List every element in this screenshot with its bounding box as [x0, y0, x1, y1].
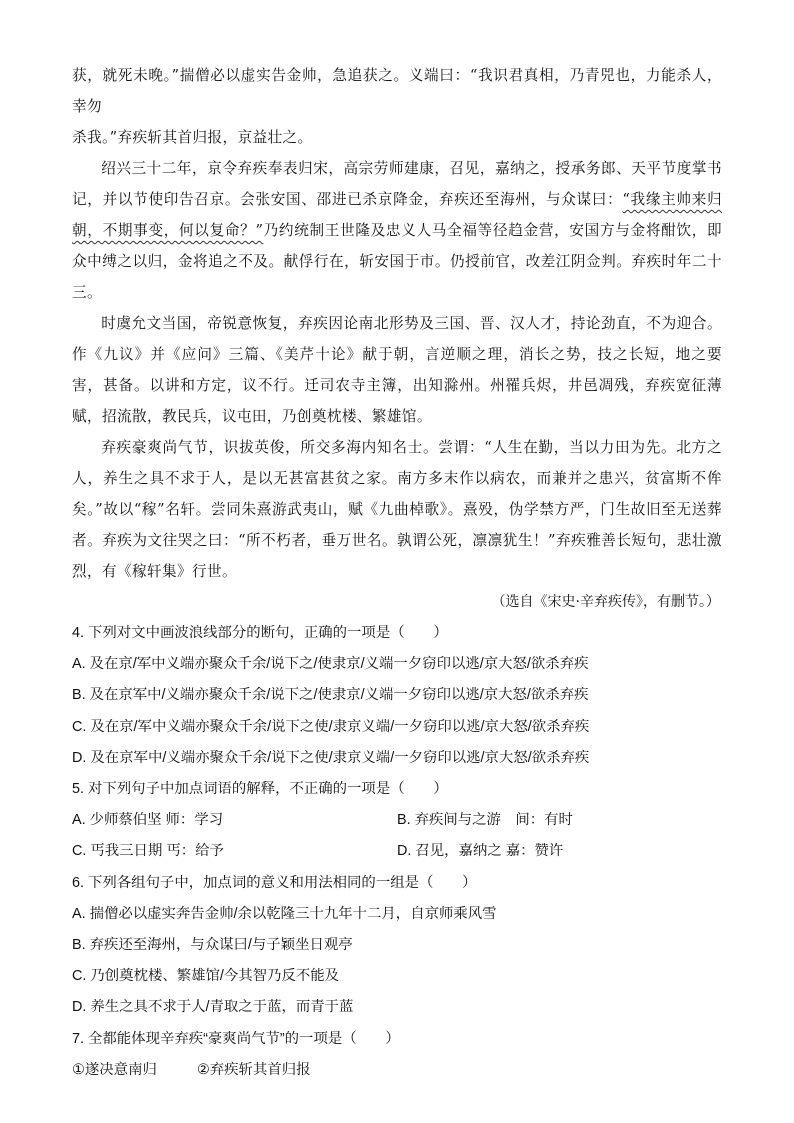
passage-paragraph-3: 时虞允文当国，帝锐意恢复，弃疾因论南北形势及三国、晋、汉人才，持论劲直，不为迎合。作《九议》并《应问》三篇、《美芹十论》献于朝，言逆顺之理，消长之势，技之长短，地之要害，甚备。以讲和方定，议不行。迁司农寺主簿，出知滁州。州罹兵烬，井邑凋残，弃疾宽征薄赋，招流散，教民兵，议屯田，乃创奠枕楼、繁雄馆。	[72, 315, 722, 425]
option-c: C. 丐我三日期 丐：给予	[72, 843, 224, 860]
option-c: C. 乃创奠枕楼、繁雄馆/今其智乃反不能及	[72, 968, 340, 985]
passage	[72, 60, 722, 618]
option-b: B. 弃疾还至海州，与众谋曰/与子颖坐日观亭	[72, 937, 353, 954]
option-a: A. 及在京/军中义端亦聚众千余/说下之/使隶京/义端一夕窃印以逃/京大怒/欲杀弃疾	[72, 656, 589, 673]
option-row	[72, 805, 722, 836]
passage-paragraph-2: 绍兴三十二年，京令弃疾奉表归宋，高宗劳师建康，召见，嘉纳之，授承务郎、天平节度掌书记，并以节使印告召京。会张安国、邵进已杀京降金，弃疾还至海州，与众谋曰：“我缘主帅来归朝，不期事变，何以复命？”乃约统制王世隆及忠义人马全福等径趋金营，安国方与金将酣饮，即众中缚之以归，金将追之不及。献俘行在，斩安国于市。仍授前官，改差江阴佥判。弃疾时年二十三。	[72, 160, 723, 301]
option-b: B. 弃疾间与之游 间：有时	[397, 812, 573, 829]
option-row	[72, 836, 722, 867]
option-c: C. 及在京/军中义端亦聚众千余/说下之使/隶京义端/一夕窃印以逃/京大怒/欲杀弃疾	[72, 718, 590, 735]
passage-line: 获，就死未晚。”揣僧必以虚实告金帅，急追获之。义端曰：“我识君真相，乃青兕也，力能杀人，幸勿	[72, 67, 722, 115]
question-6	[72, 868, 722, 1024]
question-stem: 6. 下列各组句子中，加点词的意义和用法相同的一组是（ ）	[72, 874, 477, 891]
option-b: B. 及在京军中/义端亦聚众千余/说下之/使隶京/义端一夕窃印以逃/京大怒/欲杀弃疾	[72, 687, 589, 704]
passage-paragraph-4: 弃疾豪爽尚气节，识拔英俊，所交多海内知名士。尝谓：“人生在勤，当以力田为先。北方之人，养生之具不求于人，是以无甚富甚贫之家。南方多末作以病农，而兼并之患兴，贫富斯不侔矣。”故以“稼”名轩。尝同朱熹游武夷山，赋《九曲棹歌》。熹殁，伪学禁方严，门生故旧至无送葬者。弃疾为文往哭之曰：“所不朽者，垂万世名。孰谓公死，凛凛犹生！”弃疾雅善长短句，悲壮激烈，有《稼轩集》行世。	[72, 439, 722, 580]
wavy-underlined-text: “我缘主帅来归朝，不期事变，何以复命？”	[72, 191, 723, 239]
question-7	[72, 1024, 722, 1086]
option-d: D. 养生之具不求于人/青取之于蓝，而青于蓝	[72, 999, 354, 1016]
question-4	[72, 618, 722, 774]
option-d: D. 召见，嘉纳之 嘉：赞许	[397, 843, 564, 860]
option-a: A. 揣僧必以虚实奔告金帅/余以乾隆三十九年十二月，自京师乘风雪	[72, 905, 497, 922]
question-stem: 4. 下列对文中画波浪线部分的断句，正确的一项是（ ）	[72, 625, 448, 641]
question-5	[72, 774, 722, 868]
option-d: D. 及在京军中/义端亦聚众千余/说下之使/隶京义端/一夕窃印以逃/京大怒/欲杀弃疾	[72, 749, 590, 766]
item-1: ①遂决意南归	[72, 1061, 157, 1078]
item-2: ②弃疾斩其首归报	[196, 1061, 311, 1078]
option-a: A. 少师蔡伯坚 师：学习	[72, 812, 224, 829]
passage-line: 杀我。”弃疾斩其首归报，京益壮之。	[72, 129, 313, 146]
item-row	[72, 1055, 722, 1086]
question-stem: 5. 对下列句子中加点词语的解释，不正确的一项是（ ）	[72, 781, 448, 798]
question-stem: 7. 全都能体现辛弃疾“豪爽尚气节”的一项是（ ）	[72, 1030, 400, 1047]
passage-source: （选自《宋史·辛弃疾传》，有删节。）	[491, 594, 720, 610]
